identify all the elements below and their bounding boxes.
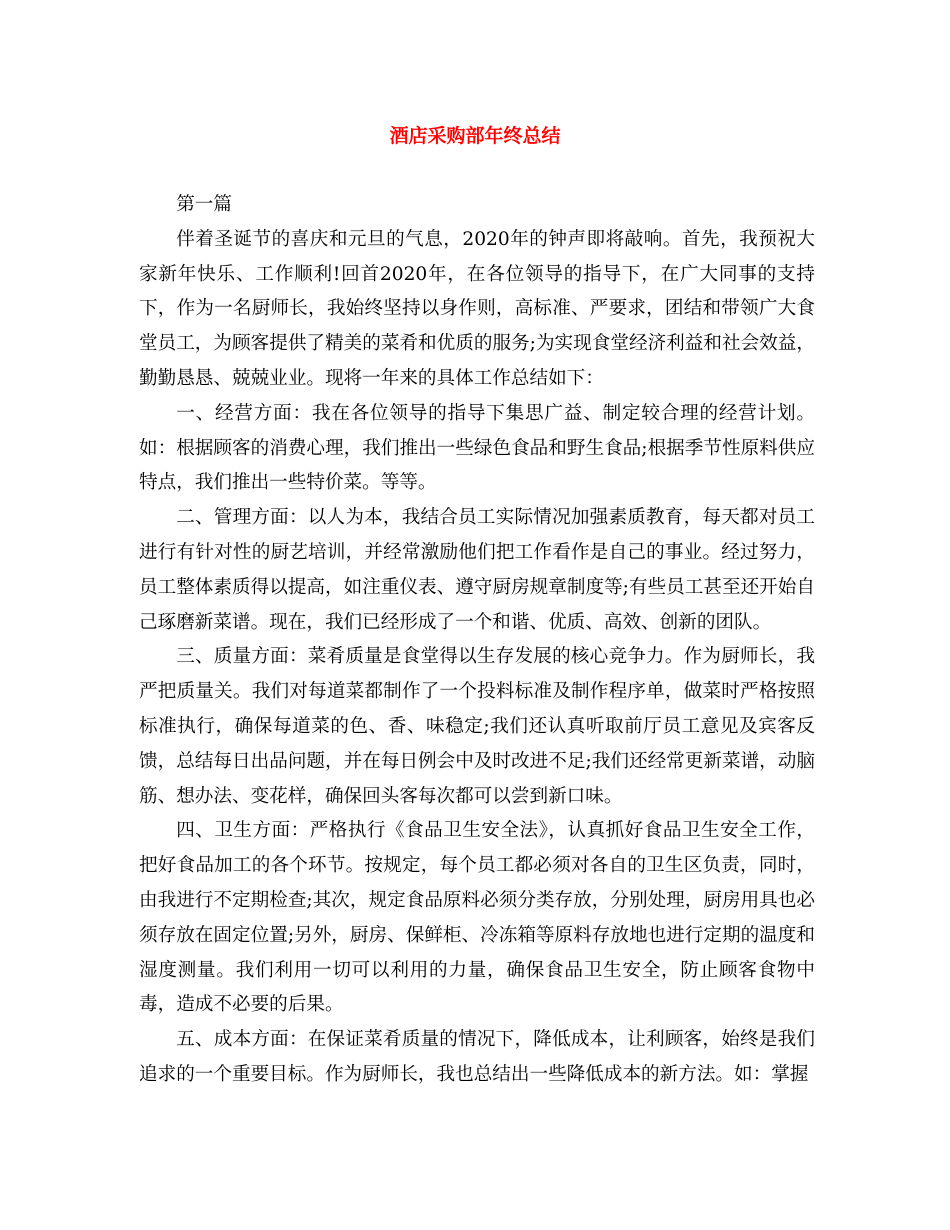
document-body (139, 188, 815, 1093)
section-label: 第一篇 (176, 194, 232, 215)
paragraph-quality: 三、质量方面：菜肴质量是食堂得以生存发展的核心竞争力。作为厨师长，我严把质量关。我们对每道菜都制作了一个投料标准及制作程序单，做菜时严格按照标准执行，确保每道菜的色、香、味稳定;我们还认真听取前厅员工意见及宾客反馈，总结每日出品问题，并在每日例会中及时改进不足;我们还经常更新菜谱，动脑筋、想办法、变花样，确保回头客每次都可以尝到新口味。 (139, 646, 815, 807)
paragraph-operations: 一、经营方面：我在各位领导的指导下集思广益、制定较合理的经营计划。如：根据顾客的消费心理，我们推出一些绿色食品和野生食品;根据季节性原料供应特点，我们推出一些特价菜。等等。 (139, 402, 815, 494)
document-title: 酒店采购部年终总结 (389, 125, 561, 147)
paragraph-cost: 五、成本方面：在保证菜肴质量的情况下，降低成本，让利顾客，始终是我们追求的一个重要目标。作为厨师长，我也总结出一些降低成本的新方法。如：掌握 (139, 1029, 815, 1085)
paragraph-management: 二、管理方面：以人为本，我结合员工实际情况加强素质教育，每天都对员工进行有针对性的厨艺培训，并经常激励他们把工作看作是自己的事业。经过努力，员工整体素质得以提高，如注重仪表、遵守厨房规章制度等;有些员工甚至还开始自己琢磨新菜谱。现在，我们已经形成了一个和谐、优质、高效、创新的团队。 (139, 507, 815, 633)
paragraph-intro: 伴着圣诞节的喜庆和元旦的气息，2020年的钟声即将敲响。首先，我预祝大家新年快乐、工作顺利!回首2020年，在各位领导的指导下，在广大同事的支持下，作为一名厨师长，我始终坚持以身作则，高标准、严要求，团结和带领广大食堂员工，为顾客提供了精美的菜肴和优质的服务;为实现食堂经济利益和社会效益，勤勤恳恳、兢兢业业。现将一年来的具体工作总结如下： (139, 228, 815, 389)
paragraph-hygiene: 四、卫生方面：严格执行《食品卫生安全法》，认真抓好食品卫生安全工作，把好食品加工的各个环节。按规定，每个员工都必须对各自的卫生区负责，同时，由我进行不定期检查;其次，规定食品原料必须分类存放，分别处理，厨房用具也必须存放在固定位置;另外，厨房、保鲜柜、冷冻箱等原料存放地也进行定期的温度和湿度测量。我们利用一切可以利用的力量，确保食品卫生安全，防止顾客食物中毒，造成不必要的后果。 (139, 820, 815, 1016)
